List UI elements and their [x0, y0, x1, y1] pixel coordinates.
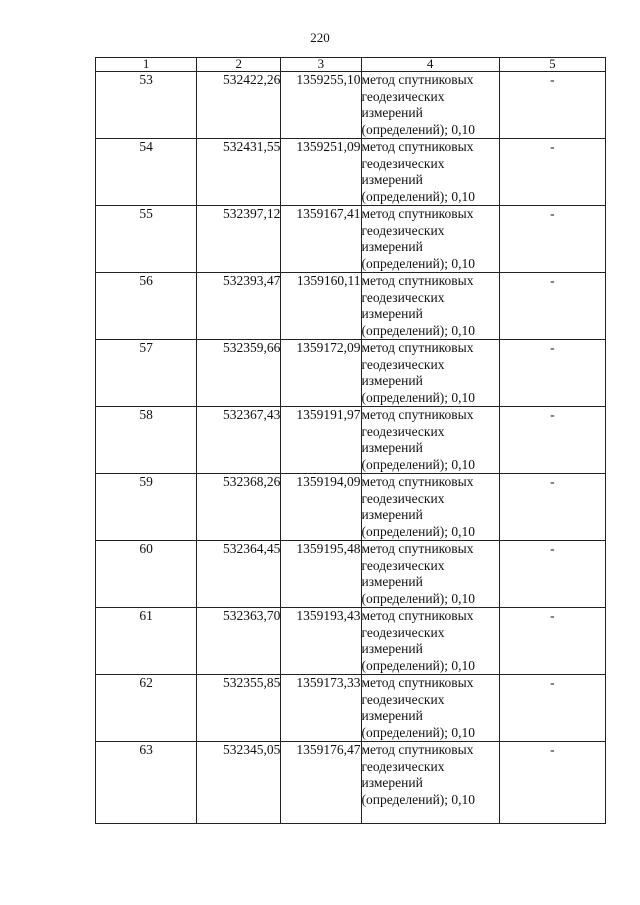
- method-line: измерений: [361, 172, 423, 187]
- header-col-3: 3: [281, 58, 361, 72]
- method-description: [361, 273, 499, 340]
- method-line: (определений); 0,10: [361, 523, 476, 539]
- method-line: (определений); 0,10: [361, 255, 476, 271]
- method-description: [361, 541, 499, 608]
- method-line: измерений: [361, 708, 423, 723]
- point-note: -: [499, 139, 605, 206]
- point-number: 56: [96, 273, 197, 340]
- method-line: геодезических: [361, 624, 445, 640]
- method-line: измерений: [361, 373, 423, 388]
- method-line: геодезических: [361, 490, 445, 506]
- point-note: -: [499, 675, 605, 742]
- point-number: 62: [96, 675, 197, 742]
- point-note: -: [499, 340, 605, 407]
- coordinate-x: 532368,26: [197, 474, 281, 541]
- method-line: метод спутниковых: [361, 139, 474, 154]
- method-description: [361, 675, 499, 742]
- method-line: (определений); 0,10: [361, 791, 476, 807]
- method-line: геодезических: [361, 557, 445, 573]
- table-row: [96, 206, 606, 273]
- method-line: метод спутниковых: [361, 407, 474, 422]
- method-description: [361, 72, 499, 139]
- table-header: [96, 58, 606, 72]
- coordinate-y: 1359194,09: [281, 474, 361, 541]
- method-line: (определений); 0,10: [361, 121, 476, 137]
- point-note: -: [499, 474, 605, 541]
- method-line: метод спутниковых: [361, 541, 474, 556]
- method-line: (определений); 0,10: [361, 322, 476, 338]
- method-line: геодезических: [361, 155, 445, 171]
- method-line: геодезических: [361, 222, 445, 238]
- point-note: -: [499, 742, 605, 824]
- table-row: [96, 742, 606, 824]
- point-note: -: [499, 407, 605, 474]
- method-line: метод спутниковых: [361, 608, 474, 623]
- method-line: (определений); 0,10: [361, 590, 476, 606]
- coordinate-x: 532422,26: [197, 72, 281, 139]
- point-number: 60: [96, 541, 197, 608]
- point-number: 58: [96, 407, 197, 474]
- point-note: -: [499, 206, 605, 273]
- method-line: метод спутниковых: [361, 675, 474, 690]
- table-row: [96, 139, 606, 206]
- method-line: геодезических: [361, 758, 445, 774]
- coordinate-x: 532345,05: [197, 742, 281, 824]
- point-number: 61: [96, 608, 197, 675]
- method-description: [361, 474, 499, 541]
- coordinate-x: 532393,47: [197, 273, 281, 340]
- method-line: измерений: [361, 507, 423, 522]
- method-line: измерений: [361, 306, 423, 321]
- coordinate-y: 1359195,48: [281, 541, 361, 608]
- coordinate-x: 532431,55: [197, 139, 281, 206]
- method-line: метод спутниковых: [361, 273, 474, 288]
- point-number: 54: [96, 139, 197, 206]
- method-line: (определений); 0,10: [361, 724, 476, 740]
- coordinate-y: 1359193,43: [281, 608, 361, 675]
- method-line: измерений: [361, 641, 423, 656]
- method-description: [361, 206, 499, 273]
- table-row: [96, 474, 606, 541]
- method-line: метод спутниковых: [361, 742, 474, 757]
- method-line: (определений); 0,10: [361, 389, 476, 405]
- method-line: (определений); 0,10: [361, 456, 476, 472]
- method-description: [361, 742, 499, 824]
- coordinates-table: [95, 57, 606, 824]
- method-line: метод спутниковых: [361, 474, 474, 489]
- coordinate-x: 532367,43: [197, 407, 281, 474]
- point-note: -: [499, 72, 605, 139]
- method-description: [361, 340, 499, 407]
- point-number: 59: [96, 474, 197, 541]
- header-col-1: 1: [96, 58, 197, 72]
- method-line: (определений); 0,10: [361, 657, 476, 673]
- point-number: 53: [96, 72, 197, 139]
- coordinate-y: 1359160,11: [281, 273, 361, 340]
- method-line: геодезических: [361, 423, 445, 439]
- method-line: (определений); 0,10: [361, 188, 476, 204]
- table-row: [96, 273, 606, 340]
- coordinate-y: 1359173,33: [281, 675, 361, 742]
- point-note: -: [499, 541, 605, 608]
- coordinate-y: 1359255,10: [281, 72, 361, 139]
- coordinate-x: 532355,85: [197, 675, 281, 742]
- coordinate-y: 1359167,41: [281, 206, 361, 273]
- method-line: измерений: [361, 775, 423, 790]
- header-col-2: 2: [197, 58, 281, 72]
- coordinate-y: 1359172,09: [281, 340, 361, 407]
- table-row: [96, 541, 606, 608]
- table-row: [96, 340, 606, 407]
- coordinate-y: 1359191,97: [281, 407, 361, 474]
- coordinate-x: 532364,45: [197, 541, 281, 608]
- table-row: [96, 407, 606, 474]
- header-row: [96, 58, 606, 72]
- coordinate-y: 1359251,09: [281, 139, 361, 206]
- method-line: геодезических: [361, 691, 445, 707]
- method-description: [361, 407, 499, 474]
- coordinate-x: 532359,66: [197, 340, 281, 407]
- method-line: метод спутниковых: [361, 206, 474, 221]
- header-col-5: 5: [499, 58, 605, 72]
- point-note: -: [499, 273, 605, 340]
- method-line: измерений: [361, 574, 423, 589]
- method-description: [361, 608, 499, 675]
- table-row: [96, 72, 606, 139]
- header-col-4: 4: [361, 58, 499, 72]
- method-line: геодезических: [361, 289, 445, 305]
- method-description: [361, 139, 499, 206]
- method-line: геодезических: [361, 88, 445, 104]
- method-line: метод спутниковых: [361, 72, 474, 87]
- table-row: [96, 675, 606, 742]
- point-number: 63: [96, 742, 197, 824]
- method-line: измерений: [361, 239, 423, 254]
- method-line: измерений: [361, 440, 423, 455]
- method-line: метод спутниковых: [361, 340, 474, 355]
- coordinate-x: 532363,70: [197, 608, 281, 675]
- coordinate-y: 1359176,47: [281, 742, 361, 824]
- point-number: 55: [96, 206, 197, 273]
- table-row: [96, 608, 606, 675]
- point-number: 57: [96, 340, 197, 407]
- table-body: [96, 72, 606, 824]
- coordinate-x: 532397,12: [197, 206, 281, 273]
- method-line: измерений: [361, 105, 423, 120]
- page-number: 220: [310, 30, 330, 45]
- point-note: -: [499, 608, 605, 675]
- method-line: геодезических: [361, 356, 445, 372]
